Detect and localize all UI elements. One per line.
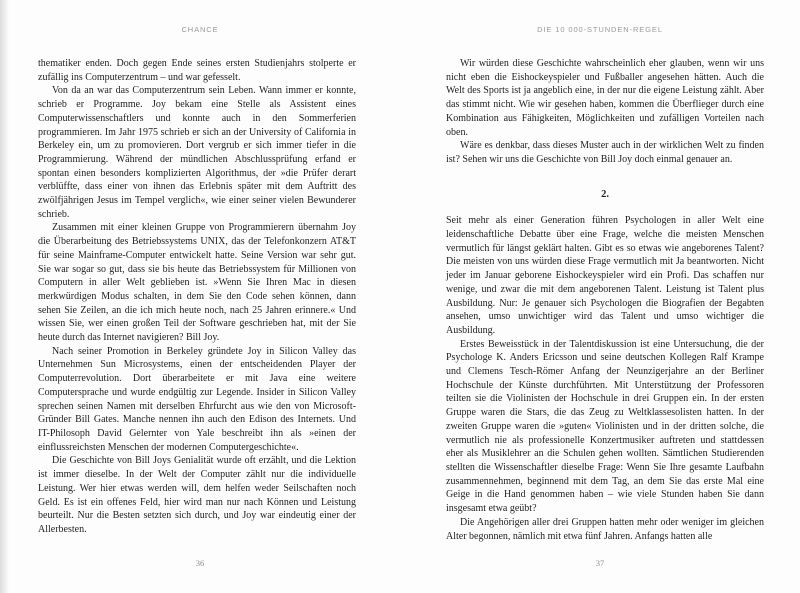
paragraph: Die Geschichte von Bill Joys Genialität wurde oft erzählt, und die Lektion ist immer dieselbe. In der Welt der Computer zählt nur die individuelle Leistung. Wer hier etwas werden will, dem helfen weder Seilschaften noch Geld. Es ist ein offenes Feld, hier wird man nur nach Können und Leistung beurteilt. Nur die Besten setzten sich durch, und Joy war eindeutig einer der Allerbesten. bbox=[38, 455, 356, 535]
paragraph: Von da an war das Computerzentrum sein Leben. Wann immer er konnte, schrieb er Programme. Joy bekam eine Stelle als Assistent eines Computerwissenschaftlers und konnte auch in den Sommerferien programmieren. Im Jahr 1975 schrieb er sich an der University of California in Berkeley ein, um zu promovieren. Dort vergrub er sich immer tiefer in die Programmierung. Während der mündlichen Abschlussprüfung erfand er spontan einen besonders komplizierten Algorithmus, der »die Prüfer derart verblüffte, dass einer von ihnen das Erlebnis später mit dem Auftritt des zwölfjährigen Jesus im Tempel verglich«, wie einer seiner vielen Bewunderer schrieb. bbox=[38, 85, 356, 220]
paragraph: Seit mehr als einer Generation führen Psychologen in aller Welt eine leidenschaftliche Debatte über eine Frage, welche die meisten Menschen vermutlich für längst geklärt halten. Gibt es so etwas wie angeborenes Talent? Die meisten von uns würden diese Frage vermutlich mit Ja beantworten. Nicht jeder im Januar geborene Eishockeyspieler wird ein Profi. Das schaffen nur wenige, und zwar die mit dem angeborenen Talent. Leistung ist Talent plus Ausbildung. Nur: Je genauer sich Psychologen die Biografien der Begabten ansehen, umso unwichtiger wird das Talent und umso wichtiger die Ausbildung. bbox=[446, 215, 764, 336]
paragraph: Zusammen mit einer kleinen Gruppe von Programmierern übernahm Joy die Überarbeitung des Betriebssystems UNIX, das der Telefonkonzern AT&T für seine Mainframe-Computer entwickelt hatte. Seine Version war sehr gut. Sie war sogar so gut, dass sie bis heute das Betriebssystem für Millionen von Computern in aller Welt geblieben ist. »Wenn Sie Ihren Mac in diesen merkwürdigen Modus schalten, in dem Sie den Code sehen können, dann sehen Sie Zeilen, an die ich mich heute noch, nach 25 Jahren erinnere.« Und wissen Sie, wer einen großen Teil der Software geschrieben hat, mit der Sie heute durch das Internet navigieren? Bill Joy. bbox=[38, 222, 356, 344]
paragraph: Nach seiner Promotion in Berkeley gründete Joy in Silicon Valley das Unternehmen Sun Microsystems, einen der entscheidenden Player der Computerrevolution. Dort überarbeitete er mit Java eine weitere Computersprache und wurde endgültig zur Legende. Insider in Silicon Valley sprechen seinen Namen mit derselben Ehrfurcht aus wie den von Microsoft-Gründer Bill Gates. Manche nennen ihn auch den Edison des Internets. Und IT-Philosoph David Gelernter von Yale beschreibt ihn als »einen der einflussreichsten Menschen der modernen Computergeschichte«. bbox=[38, 345, 356, 453]
right-page-body bbox=[446, 57, 764, 543]
paragraph: Die Angehörigen aller drei Gruppen hatten mehr oder weniger im gleichen Alter begonnen, nämlich mit etwa fünf Jahren. Anfangs hatten alle bbox=[446, 516, 764, 542]
left-page-body bbox=[38, 57, 356, 537]
right-running-head: DIE 10 000-STUNDEN-REGEL bbox=[537, 25, 663, 34]
left-page-number: 36 bbox=[195, 558, 205, 568]
paragraph: Erstes Beweisstück in der Talentdiskussion ist eine Untersuchung, die der Psychologe K. Anders Ericsson und seine deutschen Kollegen Ralf Krampe und Clemens Tesch-Römer Anfang der Neunzigerjahre an der Berliner Hochschule der Künste durchführten. Mit Unterstützung der Professoren teilten sie die Violinisten der Hochschule in drei Gruppen ein. In der ersten Gruppe waren die Stars, die das Zeug zu Weltklassesolisten hatten. In der zweiten Gruppe waren die »guten« Violinisten und in der dritten solche, die vermutlich nie als professionelle Konzertmusiker auftreten und stattdessen eher als Musiklehrer an die Schulen gehen wollten. Sämtlichen Studierenden stellten die Wissenschaftler dieselbe Frage: Wenn Sie Ihre gesamte Laufbahn zusammennehmen, beginnend mit dem Tag, an dem Sie das erste Mal eine Geige in die Hand genommen haben – wie viele Stunden haben Sie dann insgesamt etwa geübt? bbox=[446, 338, 764, 515]
section-number-heading: 2. bbox=[601, 188, 609, 200]
paragraph: Wir würden diese Geschichte wahrscheinlich eher glauben, wenn wir uns nicht eben die Eishockeyspieler und Fußballer angesehen hätten. Auch die Welt des Sports ist ja angeblich eine, in der nur die eigene Leistung zählt. Aber das stimmt nicht. Wie wir gesehen haben, kommen die Überflieger durch eine Kombination aus Fähigkeiten, Möglichkeiten und zufälligen Vorteilen nach oben. bbox=[446, 58, 764, 138]
right-page-number: 37 bbox=[595, 558, 605, 568]
right-page bbox=[400, 0, 800, 593]
paragraph: Wäre es denkbar, dass dieses Muster auch in der wirklichen Welt zu finden ist? Sehen wir uns die Geschichte von Bill Joy doch einmal genauer an. bbox=[446, 140, 764, 165]
left-running-head: CHANCE bbox=[181, 25, 219, 34]
paragraph: thematiker enden. Doch gegen Ende seines ersten Studienjahrs stolperte er zufällig ins Computerzentrum – und war gefesselt. bbox=[38, 58, 356, 83]
